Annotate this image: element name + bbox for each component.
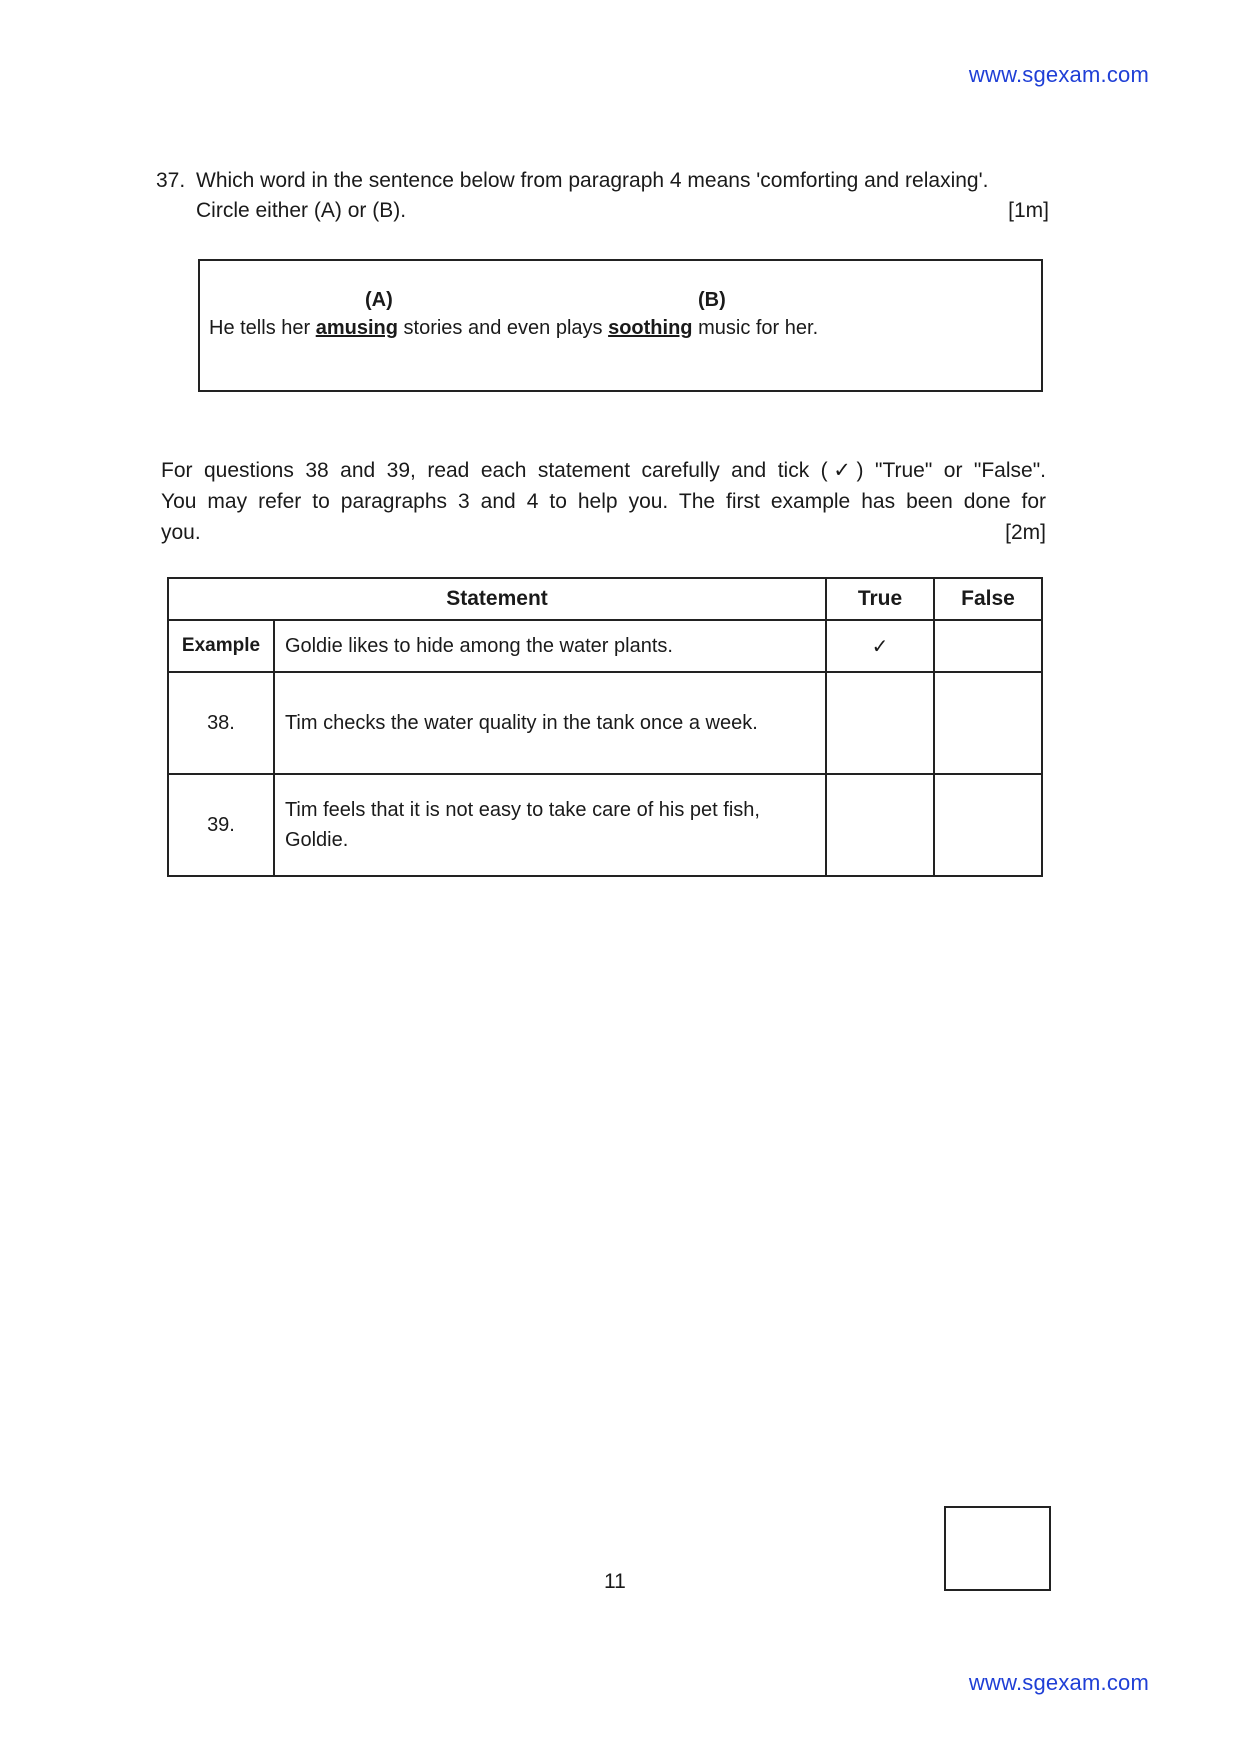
header-statement: Statement [168,578,826,620]
example-statement: Goldie likes to hide among the water plants. [274,620,826,672]
table-row-example [168,620,1042,672]
row-39-label: 39. [168,774,274,876]
header-true: True [826,578,934,620]
table-row [168,774,1042,876]
sentence-part1: He tells her [209,317,316,339]
watermark-bottom: www.sgexam.com [968,1670,1149,1695]
example-label: Example [168,620,274,672]
table-header-row [168,578,1042,620]
header-false: False [934,578,1042,620]
score-box[interactable] [944,1506,1051,1591]
question-text-line1: Which word in the sentence below from paragraph 4 means 'comforting and relaxing'. [196,169,989,192]
question-marks: [1m] [1008,199,1049,222]
true-false-table [167,577,1043,877]
row-38-false-cell[interactable] [934,672,1042,774]
row-38-true-cell[interactable] [826,672,934,774]
table-row [168,672,1042,774]
example-false-cell [934,620,1042,672]
instructions-line1: For questions 38 and 39, read each statement carefully and tick (✓) "True" or "False". [161,459,1046,482]
check-icon: ✓ [871,635,889,658]
row-39-false-cell[interactable] [934,774,1042,876]
instructions [161,455,1046,548]
row-39-statement: Tim feels that it is not easy to take care of his pet fish, Goldie. [274,774,826,876]
example-true-cell [826,620,934,672]
question-text-line2: Circle either (A) or (B). [196,199,407,222]
sentence [209,317,818,340]
row-39-true-cell[interactable] [826,774,934,876]
option-a-word[interactable]: amusing [315,317,398,339]
sentence-part3: music for her. [692,317,819,339]
option-b-word[interactable]: soothing [608,317,693,339]
instructions-line3: you. [161,521,201,544]
sentence-box [198,259,1043,392]
option-a-label: (A) [365,289,393,311]
page-number: 11 [604,1570,626,1593]
instructions-line2: You may refer to paragraphs 3 and 4 to help you. The first example has been done for [161,490,1046,513]
instructions-marks: [2m] [1005,521,1046,544]
sentence-part2: stories and even plays [397,317,609,339]
instructions-line3-row [161,517,1046,548]
row-38-statement: Tim checks the water quality in the tank once a week. [274,672,826,774]
question-number: 37. [156,169,186,192]
option-b-label: (B) [698,289,726,311]
watermark-top: www.sgexam.com [968,62,1149,87]
row-38-label: 38. [168,672,274,774]
